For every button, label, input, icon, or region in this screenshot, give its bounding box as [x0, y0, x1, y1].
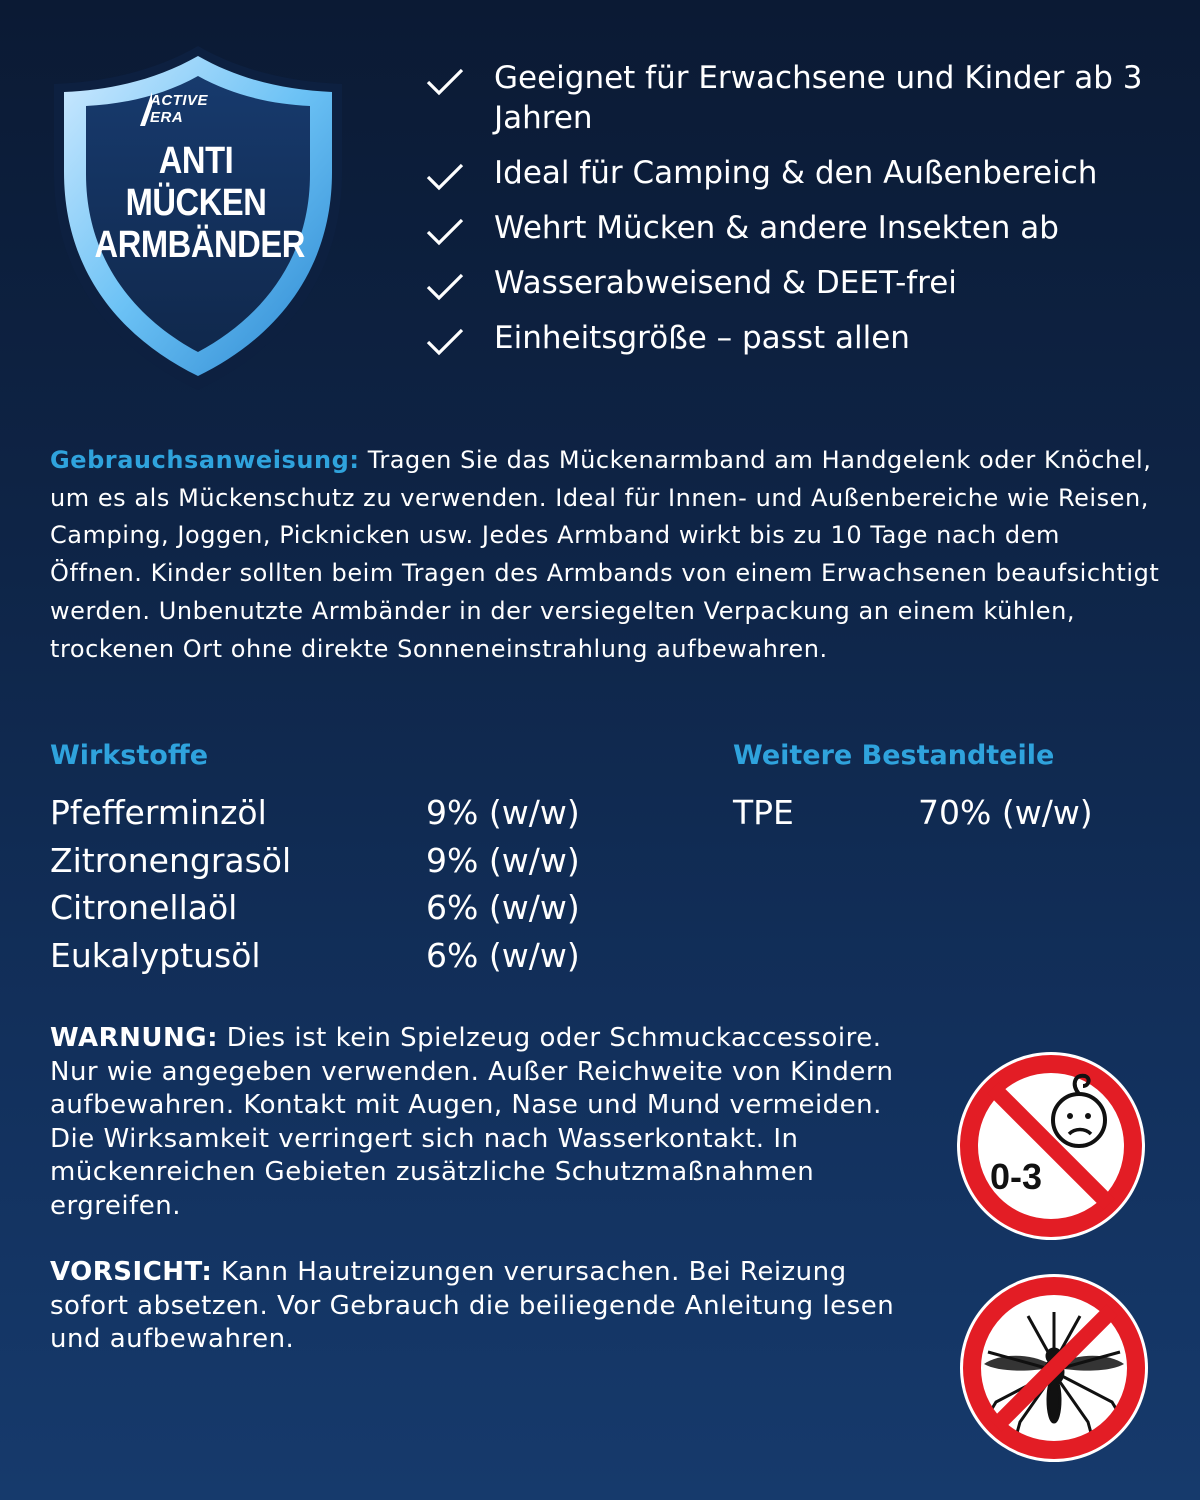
- check-icon: [426, 273, 464, 301]
- ingredient-amount: 9% (w/w): [426, 793, 580, 832]
- ingredient-row: [50, 837, 670, 885]
- no-children-0-3-icon: [955, 1050, 1147, 1242]
- ingredient-name: Eukalyptusöl: [50, 935, 261, 975]
- caution-label: VORSICHT:: [50, 1257, 213, 1287]
- warning-text: [50, 1022, 930, 1223]
- other-ingredients-list: [733, 789, 1173, 837]
- check-icon: [426, 218, 464, 246]
- caution-body: Kann Hautreizungen verursachen. Bei Reizung sofort absetzen. Vor Gebrauch die beiliegende Anleitung lesen und aufbewahren.: [50, 1257, 895, 1354]
- active-ingredients-heading: Wirkstoffe: [50, 740, 209, 771]
- brand-logo: [150, 92, 208, 126]
- check-icon: [426, 328, 464, 356]
- feature-item: [420, 263, 1180, 303]
- caution-text: [50, 1256, 930, 1357]
- feature-text: Geeignet für Erwachsene und Kinder ab 3 Jahren: [494, 60, 1143, 136]
- usage-instructions: [50, 442, 1160, 668]
- feature-list: [420, 58, 1180, 373]
- brand-line-2: ERA: [150, 109, 184, 126]
- ingredient-row: [733, 789, 1173, 837]
- feature-text: Wasserabweisend & DEET-frei: [494, 265, 957, 301]
- shield-title-line: ARMBÄNDER: [94, 224, 305, 266]
- no-mosquito-icon: [958, 1272, 1150, 1464]
- warning-label: WARNUNG:: [50, 1023, 219, 1053]
- ingredient-row: [50, 932, 670, 980]
- shield-title-line: ANTI: [158, 140, 234, 182]
- age-label: 0-3: [990, 1156, 1043, 1197]
- ingredient-amount: 6% (w/w): [426, 935, 580, 975]
- usage-text: Tragen Sie das Mückenarmband am Handgelenk oder Knöchel, um es als Mückenschutz zu verwenden. Ideal für Innen- und Außenbereiche wie Reisen, Camping, Joggen, Picknicken usw. Jedes Armband wirkt bis zu 10 Tage nach dem Öffnen. Kinder sollten beim Tragen des Armbands von einem Erwachsenen beaufsichtigt werden. Unbenutzte Armbänder in der versiegelten Verpackung an einem kühlen, trockenen Ort ohne direkte Sonneneinstrahlung aufbewahren.: [50, 446, 1160, 663]
- shield-title: [94, 140, 305, 266]
- check-icon: [426, 163, 464, 191]
- feature-item: [420, 208, 1180, 248]
- ingredient-amount: 9% (w/w): [426, 840, 580, 880]
- brand-line-1: ACTIVE: [150, 92, 209, 109]
- shield-title-line: MÜCKEN: [125, 182, 267, 224]
- ingredient-row: [50, 789, 670, 837]
- other-ingredients-heading: Weitere Bestandteile: [733, 740, 1055, 771]
- feature-text: Ideal für Camping & den Außenbereich: [494, 155, 1098, 191]
- ingredient-amount: 70% (w/w): [918, 793, 1093, 832]
- warning-body: Dies ist kein Spielzeug oder Schmuckaccessoire. Nur wie angegeben verwenden. Außer Reichweite von Kindern aufbewahren. Kontakt mit Augen, Nase und Mund vermeiden. Die Wirksamkeit verringert sich nach Wasserkontakt. In mückenreichen Gebieten zusätzliche Schutzmaßnahmen ergreifen.: [50, 1023, 894, 1221]
- ingredient-name: Pfefferminzöl: [50, 793, 267, 832]
- ingredient-name: Zitronengrasöl: [50, 840, 292, 880]
- check-icon: [426, 68, 464, 96]
- feature-item: [420, 58, 1180, 138]
- feature-text: Wehrt Mücken & andere Insekten ab: [494, 210, 1059, 246]
- ingredient-amount: 6% (w/w): [426, 888, 580, 927]
- feature-item: [420, 318, 1180, 358]
- usage-label: Gebrauchsanweisung:: [50, 446, 360, 474]
- active-ingredients-list: [50, 789, 670, 979]
- ingredient-row: [50, 884, 670, 932]
- ingredient-name: TPE: [733, 793, 794, 832]
- feature-text: Einheitsgröße – passt allen: [494, 320, 910, 356]
- feature-item: [420, 153, 1180, 193]
- ingredient-name: Citronellaöl: [50, 888, 238, 927]
